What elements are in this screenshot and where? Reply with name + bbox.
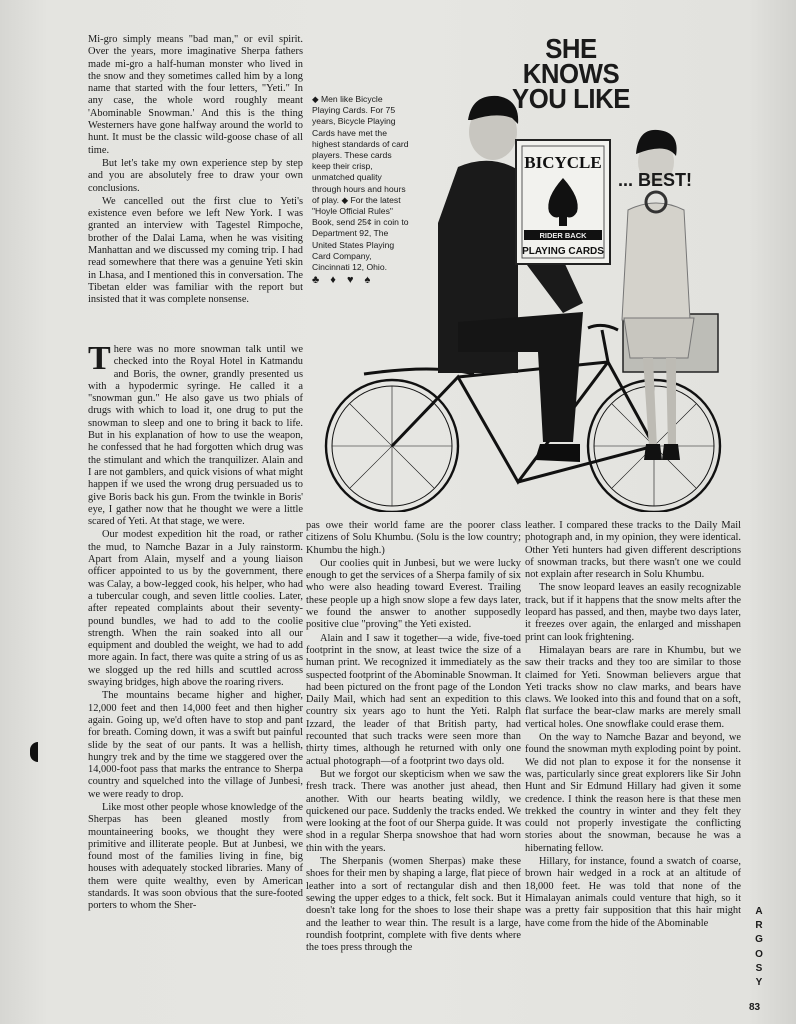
paragraph: The snow leopard leaves an easily recognizable track, but if it happens that the snow melts after the leopard has passed, and then, maybe two days later, it freezes over again, the enlarged and misshapen print can look frightening. (525, 582, 741, 643)
article-column-1-top (88, 34, 303, 340)
magazine-title: A R G O S Y (755, 906, 763, 989)
card-suits-icon: ♣ ♦ ♥ ♠ (312, 274, 375, 287)
article-column-3 (525, 520, 741, 1020)
paragraph: But let's take my own experience step by step and you are absolutely free to draw your own conclusions. (88, 157, 303, 194)
paragraph: Alain and I saw it together—a wide, five-toed footprint in the snow, at least twice the size of a human print. We recognized it immediately as the suspected footprint of the Abominable Snowman. It had been pictured on the front page of the London Daily Mail, which had sent an expedition to this country six years ago to hunt the Yeti. Ralph Izzard, the leader of that British party, had recounted that such tracks were seen more than thirty times, although he returned with only one actual photograph—of a footprint two days old. (306, 632, 521, 767)
ad-copy (312, 94, 410, 286)
ad-headline: SHE KNOWS YOU LIKE (512, 33, 630, 114)
article-column-2 (306, 520, 521, 1020)
paragraph: But we forgot our skepticism when we saw the fresh track. There was another just ahead, then another. With our hearts beating wildly, we quickened our pace. Suddenly the tracks ended. We were looking at the foot of our Sherpa guide. It was shod in a regular Sherpa snowshoe that had worn thin with the years. (306, 768, 521, 854)
paragraph: pas owe their world fame are the poorer class citizens of Solu Khumbu. (Solu is the low country; Khumbu the high.) (306, 520, 521, 556)
magazine-title-vertical (752, 905, 766, 990)
paragraph: On the way to Namche Bazar and beyond, we found the snowman myth exploding point by point. We did not plan to expose it for the nonsense it was, particularly since great explorers like Sir John Hunt and Sir Edmund Hillary had given it some credence. I think the reason here is that these men trekked the country in winter and they felt they could not properly investigate the conflicting stories about the snowman, because he was a hibernating fellow. (525, 732, 741, 854)
paragraph: leather. I compared these tracks to the Daily Mail photograph and, in my opinion, they were identical. Other Yeti hunters had given different descriptions of snowman tracks, but there wasn't one we could not explain after research in Solu Khumbu. (525, 520, 741, 581)
paragraph: The mountains became higher and higher, 12,000 feet and then 14,000 feet and then higher again. Going up, we'd often have to stop and pant for breath. Coming down, it was a swift but painful slide by the seat of our pants. It was a hellish, hungry trek and by the time we staggered over the 14,000-foot pass that marks the entrance to Sherpa country and squelched into the village of Junbesi, we were ready to drop. (88, 690, 303, 800)
playing-card-box (516, 140, 610, 264)
paragraph (88, 344, 303, 528)
paragraph: Himalayan bears are rare in Khumbu, but we saw their tracks and they too are similar to those claimed for Yeti. Snowman believers argue that Yeti tracks show no claw marks, and bears have claws. We looked into this and found that on a soft, flat surface the bear-claw marks are merely small vertical holes. One snowflake could erase them. (525, 644, 741, 730)
paragraph: Our modest expedition hit the road, or rather the mud, to Namche Bazar in a July rainstorm. Apart from Alain, myself and a young liaison officer appointed to us by the government, there was Calay, a bow-legged cook, his helper, who had a tubercular cough, and seven little coolies. Later, after repeated complaints about their seventy-pound bundles, we had to add to the coolie strength. When the rain soaked into all our equipment and doubled the weight, we had to add more again. In fact, there was quite a string of us as we slogged up the red hills and scuttled across swaying bridges, high above the roaring rivers. (88, 529, 303, 689)
paragraph: Hillary, for instance, found a swatch of coarse, brown hair wedged in a rock at an altitude of 18,000 feet. He was told that none of the Himalayan animals could venture that high, so it was a pretty fair supposition that this hair might have come from the hide of the Abominable (525, 856, 741, 929)
paragraph: Like most other people whose knowledge of the Sherpas has been gleaned mostly from mountaineering books, we thought they were primitive and illiterate people. But at Junbesi, we found most of the families living in fine, big houses with adequately stocked libraries. Many of them were quite wealthy, even by American standards. It was soon obvious that the sure-footed porters to whom the Sher- (88, 801, 303, 912)
ad-copy-text: ◆ Men like Bicycle Playing Cards. For 75 years, Bicycle Playing Cards have met the highest standards of card players. These cards keep their crisp, unmatched quality through hours and hours of play. ◆ For the latest "Hoyle Official Rules" Book, send 25¢ in coin to Department 92, The United States Playing Card Company, Cincinnati 12, Ohio. (312, 94, 409, 273)
drop-cap: T (88, 344, 111, 377)
card-label: PLAYING CARDS (522, 246, 604, 257)
page-number: 83 (749, 1002, 761, 1013)
ad-headline-best: ... BEST! (618, 170, 693, 190)
paragraph-text: here was no more snowman talk until we checked into the Royal Hotel in Katmandu and Boris, the owner, grandly presented us with a hypodermic syringe. He called it a "snowman gun." He also gave us two phials of drugs with which to load it, one drug to put the snowman to sleep and one to bring it back to life. But in his explanation of how to use the weapon, he confessed that he had forgotten which drug was the stimulant and which the tranquilizer. Alain and I are not gamblers, and quick visions of what might happen if we used the wrong drug persuaded us to give Boris back his gun. From the twinkle in Boris' eye, I gather now that he thought we were a little scared of Yeti. At that stage, we were. (88, 344, 303, 528)
card-brand: BICYCLE (524, 153, 602, 172)
binding-mark (30, 742, 38, 762)
paragraph: We cancelled out the first clue to Yeti's existence even before we left New York. I was granted an interview with Tagestel Rimpoche, brother of the Dalai Lama, when he was visiting Manhattan and we discussed my coming trip. I had read somewhere that there was a genuine Yeti skin in Lhasa, and I mentioned this in conversation. The Tibetan elder was familiar with the report but insisted that it was complete nonsense. (88, 195, 303, 306)
paragraph: Our coolies quit in Junbesi, but we were lucky enough to get the services of a Sherpa family of six who were also heading toward Everest. Trailing these people up a high snow slope a few days later, we found the answer to another supposedly positive clue "proving" the Yeti existed. (306, 557, 521, 631)
paragraph: The Sherpanis (women Sherpas) make these shoes for their men by shaping a large, flat piece of leather into a sort of rectangular dish and then sewing the upper edges to a thick, felt sock. But it doesn't take long for the shoes to lose their shape and the leather to wear thin. The result is a large, roundish footprint, complete with five dents where the toes press through the (306, 856, 521, 954)
paragraph: Mi-gro simply means "bad man," or evil spirit. Over the years, more imaginative Sherpa fathers made mi-gro a half-human monster who lived in the snow and they sometimes called him by a long name that started with the four letters, "Yeti." In any case, the whole word roughly meant 'Abominable Snowman.' And this is the thing Westerners have gone halfway around the world to hunt. It must be the classic wild-goose chase of all time. (88, 34, 303, 156)
article-column-1 (88, 344, 303, 1020)
card-label: RIDER BACK (539, 231, 587, 240)
